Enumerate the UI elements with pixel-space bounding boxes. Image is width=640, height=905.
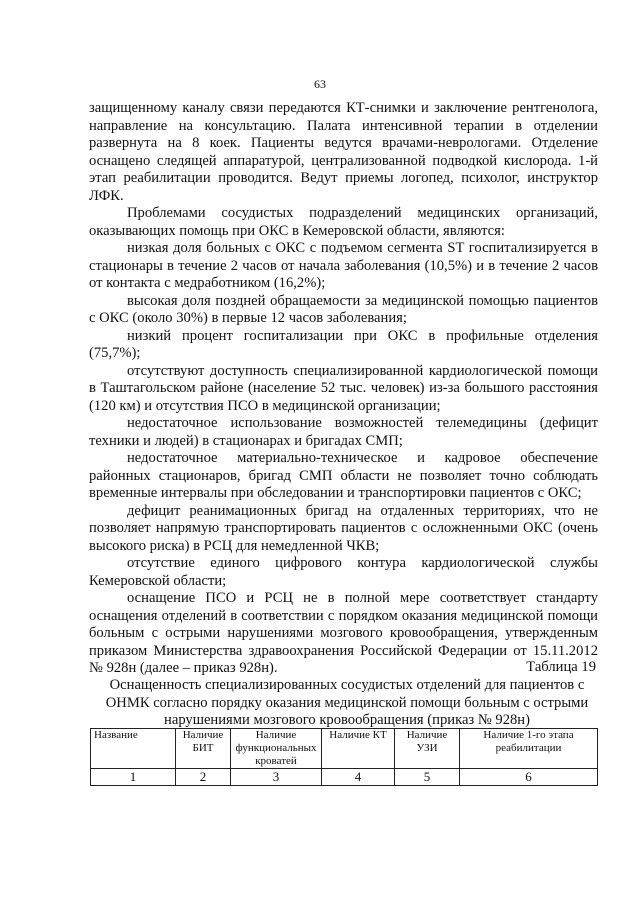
paragraph: недостаточное использование возможностей телемедицины (дефицит техники и людей) в стационарах и бригадах СМП; [89, 415, 598, 449]
header-bit: Наличие БИТ [176, 729, 231, 769]
header-rehabilitation: Наличие 1-го этапа реабилитации [460, 729, 598, 769]
header-ct: Наличие КТ [322, 729, 395, 769]
column-number: 2 [176, 769, 231, 786]
paragraph: низкая доля больных с ОКС с подъемом сегмента ST госпитализируется в стационары в течение 2 часов от начала заболевания (10,5%) и в течение 2 часов от контакта с медработником (16,2%); [89, 240, 598, 291]
paragraph: низкий процент госпитализации при ОКС в профильные отделения (75,7%); [89, 327, 598, 361]
paragraph: Проблемами сосудистых подразделений медицинских организаций, оказывающих помощь при ОКС в Кемеровской области, являются: [89, 205, 598, 239]
header-functional-beds: Наличие функциональных кроватей [231, 729, 322, 769]
body-text [89, 100, 598, 678]
paragraph: высокая доля поздней обращаемости за медицинской помощью пациентов с ОКС (около 30%) в первые 12 часов заболевания; [89, 292, 598, 326]
column-number: 3 [231, 769, 322, 786]
table-row [91, 769, 598, 786]
paragraph: оснащение ПСО и РСЦ не в полной мере соответствует стандарту оснащения отделений в соответствии с порядком оказания медицинской помощи больным с острыми нарушениями мозгового кровообращения, утвержденным приказом Министерства здравоохранения Российской Федерации от 15.11.2012 № 928н (далее – приказ 928н). [89, 590, 598, 676]
header-ultrasound: Наличие УЗИ [395, 729, 460, 769]
table-header-row [91, 729, 598, 769]
table-label: Таблица 19 [526, 659, 596, 675]
column-number: 6 [460, 769, 598, 786]
table-caption: Оснащенность специализированных сосудистых отделений для пациентов с ОНМК согласно порядку оказания медицинской помощи больным с острыми нарушениями мозгового кровообращения (приказ № 928н) [105, 677, 589, 728]
paragraph: дефицит реанимационных бригад на отдаленных территориях, что не позволяет напрямую транспортировать пациентов с осложненными ОКС (очень высокого риска) в РСЦ для немедленной ЧКВ; [89, 502, 598, 554]
paragraph: отсутствие единого цифрового контура кардиологической службы Кемеровской области; [89, 555, 598, 589]
column-number: 5 [395, 769, 460, 786]
equipment-table [90, 728, 598, 786]
header-name: Название [91, 729, 176, 769]
paragraph: защищенному каналу связи передаются КТ-снимки и заключение рентгенолога, направление на консультацию. Палата интенсивной терапии в отделении развернута на 8 коек. Пациенты ведутся врачами-неврологами. Отделение оснащено следящей аппаратурой, централизованной подводкой кислорода. 1-й этап реабилитации проводится. Ведут приемы логопед, психолог, инструктор ЛФК. [89, 100, 598, 204]
page-number: 63 [314, 77, 326, 91]
paragraph: недостаточное материально-техническое и кадровое обеспечение районных стационаров, бригад СМП области не позволяет точно соблюдать временные интервалы при обследовании и транспортировки пациентов с ОКС; [89, 450, 598, 501]
column-number: 4 [322, 769, 395, 786]
paragraph: отсутствуют доступность специализированной кардиологической помощи в Таштагольском районе (население 52 тыс. человек) из-за большого расстояния (120 км) и отсутствия ПСО в медицинской организации; [89, 362, 598, 414]
column-number: 1 [91, 769, 176, 786]
